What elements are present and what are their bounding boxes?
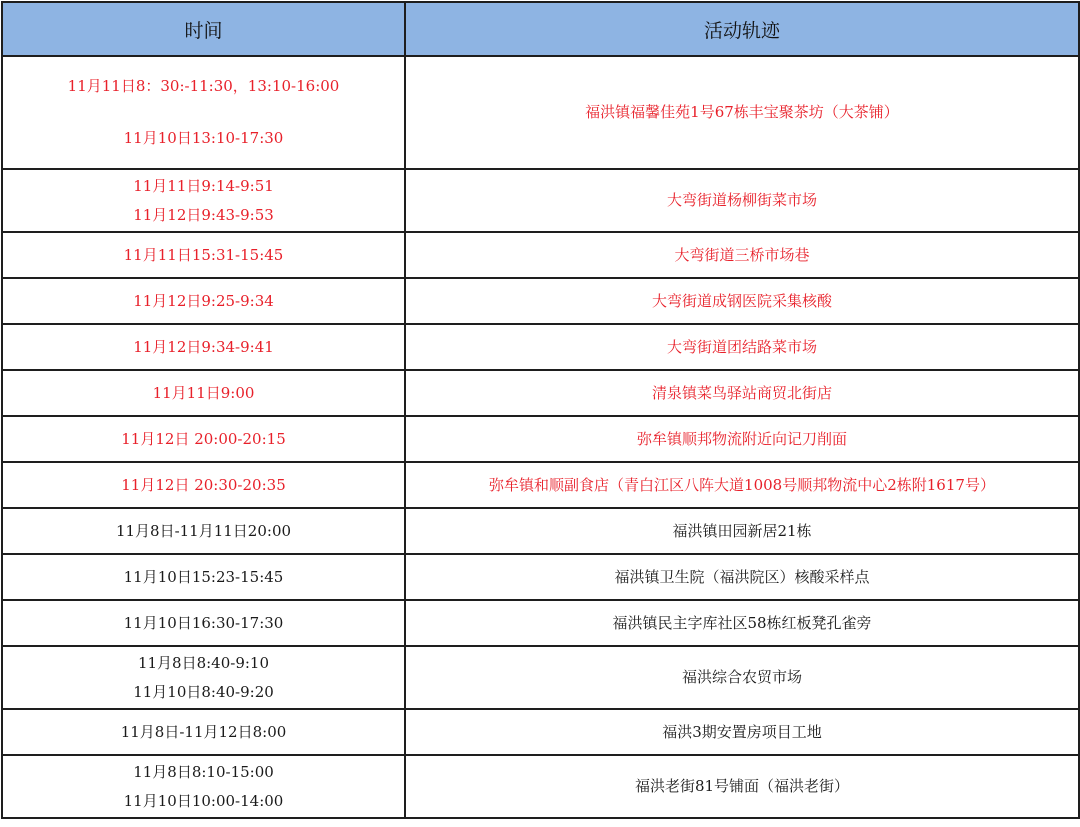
time-text: 11月12日9:43-9:53	[133, 205, 274, 224]
time-cell	[2, 709, 405, 755]
time-cell	[2, 416, 405, 462]
header-activity-track: 活动轨迹	[405, 2, 1079, 56]
place-cell: 福洪镇民主字库社区58栋红板凳孔雀旁	[405, 600, 1079, 646]
time-cell	[2, 324, 405, 370]
time-text: 11月12日9:25-9:34	[133, 291, 274, 310]
table-row	[2, 462, 1079, 508]
time-text: 11月11日8：30:-11:30，13:10-16:00	[67, 77, 340, 96]
place-cell: 福洪镇福馨佳苑1号67栋丰宝聚茶坊（大茶铺）	[405, 56, 1079, 169]
time-text: 11月11日15:31-15:45	[123, 245, 284, 264]
time-cell	[2, 56, 405, 169]
place-cell: 福洪镇卫生院（福洪院区）核酸采样点	[405, 554, 1079, 600]
time-cell	[2, 462, 405, 508]
time-cell	[2, 554, 405, 600]
time-text: 11月10日13:10-17:30	[123, 129, 284, 147]
table-row	[2, 278, 1079, 324]
table-header-row	[2, 2, 1079, 56]
place-cell: 福洪3期安置房项目工地	[405, 709, 1079, 755]
place-cell: 大弯街道团结路菜市场	[405, 324, 1079, 370]
time-cell	[2, 232, 405, 278]
time-cell	[2, 600, 405, 646]
time-cell	[2, 278, 405, 324]
place-cell: 福洪综合农贸市场	[405, 646, 1079, 709]
activity-trace-table	[1, 1, 1080, 819]
table-row	[2, 169, 1079, 232]
time-cell	[2, 755, 405, 818]
time-text: 11月11日9:00	[152, 383, 255, 402]
table-body	[2, 56, 1079, 818]
table-row	[2, 709, 1079, 755]
time-text: 11月10日10:00-14:00	[123, 791, 284, 810]
place-cell: 弥牟镇顺邦物流附近向记刀削面	[405, 416, 1079, 462]
table-row	[2, 508, 1079, 554]
time-cell	[2, 169, 405, 232]
table-row	[2, 600, 1079, 646]
table-row	[2, 232, 1079, 278]
time-text: 11月10日16:30-17:30	[123, 613, 284, 632]
time-cell	[2, 370, 405, 416]
place-cell: 清泉镇菜鸟驿站商贸北街店	[405, 370, 1079, 416]
time-text: 11月12日 20:30-20:35	[121, 475, 286, 494]
table-row	[2, 646, 1079, 709]
time-text: 11月8日-11月11日20:00	[115, 521, 292, 540]
time-text: 11月8日8:10-15:00	[133, 762, 274, 781]
table-row	[2, 416, 1079, 462]
time-text: 11月10日15:23-15:45	[123, 567, 284, 586]
time-text: 11月11日9:14-9:51	[133, 176, 274, 195]
time-text: 11月12日9:34-9:41	[133, 337, 274, 356]
table-row	[2, 554, 1079, 600]
table-row	[2, 370, 1079, 416]
place-cell: 大弯街道杨柳街菜市场	[405, 169, 1079, 232]
time-text: 11月12日 20:00-20:15	[121, 429, 286, 448]
place-cell: 福洪老街81号铺面（福洪老街）	[405, 755, 1079, 818]
time-cell	[2, 508, 405, 554]
time-text: 11月8日-11月12日8:00	[120, 722, 287, 741]
table-row	[2, 755, 1079, 818]
table-row	[2, 324, 1079, 370]
place-cell: 弥牟镇和顺副食店（青白江区八阵大道1008号顺邦物流中心2栋附1617号）	[405, 462, 1079, 508]
time-cell	[2, 646, 405, 709]
header-time: 时间	[2, 2, 405, 56]
time-text: 11月10日8:40-9:20	[133, 682, 274, 701]
time-text: 11月8日8:40-9:10	[137, 653, 270, 672]
place-cell: 大弯街道三桥市场巷	[405, 232, 1079, 278]
table-row	[2, 56, 1079, 169]
place-cell: 福洪镇田园新居21栋	[405, 508, 1079, 554]
place-cell: 大弯街道成钢医院采集核酸	[405, 278, 1079, 324]
